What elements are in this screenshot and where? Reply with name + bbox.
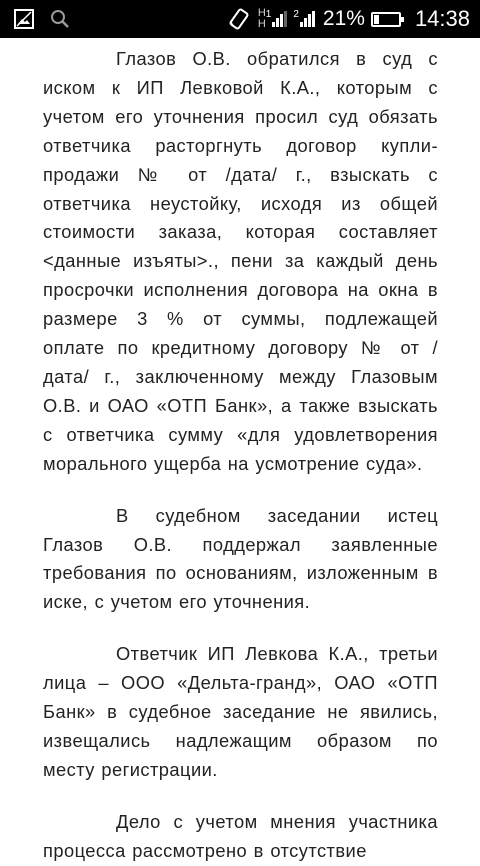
sim1-label: 1: [265, 9, 272, 20]
signal-bars-icon: [272, 11, 287, 27]
battery-percent: 21%: [322, 7, 365, 30]
paragraph: Ответчик ИП Левкова К.А., третьи лица – ООО «Дельта-гранд», ОАО «ОТП Банк» в судебное заседание не явились, извещались надлежащим образом по месту регистрации.: [43, 643, 438, 780]
status-bar-left: [14, 9, 86, 29]
gallery-icon: [14, 9, 34, 29]
network-type-top: H: [257, 7, 266, 19]
signal-sim2: [293, 11, 315, 27]
sim2-label: 2: [293, 9, 299, 20]
search-icon: [50, 9, 70, 29]
rotate-icon: [228, 8, 250, 30]
network-type-bottom: H: [257, 18, 266, 30]
document-content: [0, 38, 480, 866]
network-type-icon: [258, 8, 266, 30]
status-bar: [0, 0, 480, 38]
clock: 14:38: [414, 6, 470, 31]
battery-fill: [374, 15, 379, 24]
signal-sim1: [266, 11, 288, 27]
battery-icon: [371, 12, 401, 27]
signal-bars-icon: [300, 11, 315, 27]
paragraph: Глазов О.В. обратился в суд с иском к ИП Левковой К.А., которым с учетом его уточнения просил суд обязать ответчика расторгнуть договор купли-продажи № от /дата/ г., взыскать с ответчика неустойку, исходя из общей стоимости заказа, которая составляет <данные изъяты>., пени за каждый день просрочки исполнения договора на окна в размере 3 % от суммы, подлежащей оплате по кредитному договору № от /дата/ г., заключенному между Глазовым О.В. и ОАО «ОТП Банк», а также взыскать с ответчика сумму «для удовлетворения морального ущерба на усмотрение суда».: [43, 48, 438, 474]
status-bar-right: [220, 6, 470, 32]
paragraph: Дело с учетом мнения участника процесса рассмотрено в отсутствие: [43, 810, 438, 861]
paragraph: В судебном заседании истец Глазов О.В. поддержал заявленные требования по основаниям, изложенным в иске, с учетом его уточнения.: [43, 504, 438, 613]
